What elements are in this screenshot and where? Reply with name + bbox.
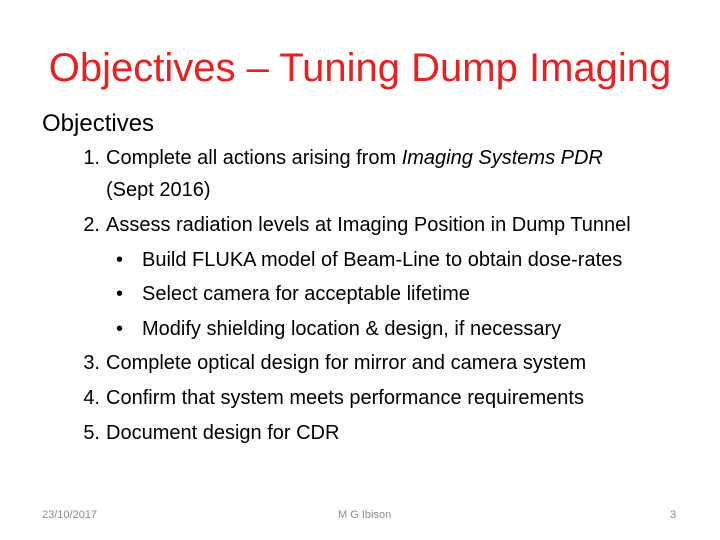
slide-heading: Objectives xyxy=(42,110,155,137)
bullet-icon: • xyxy=(116,249,124,271)
list-item-text: Confirm that system meets performance requirements xyxy=(106,387,584,409)
list-number: 3. xyxy=(83,352,100,374)
list-number: 2. xyxy=(83,214,100,236)
sub-list-item-text: Build FLUKA model of Beam-Line to obtain dose-rates xyxy=(142,249,623,271)
bullet-icon: • xyxy=(116,318,124,340)
footer-date: 23/10/2017 xyxy=(42,509,98,521)
slide-title: Objectives – Tuning Dump Imaging xyxy=(48,46,672,90)
footer-page-number: 3 xyxy=(670,509,677,521)
list-item-text: Complete optical design for mirror and camera system xyxy=(106,352,587,374)
list-item-text: (Sept 2016) xyxy=(106,179,211,201)
sub-list-item-text: Modify shielding location & design, if necessary xyxy=(142,318,562,340)
list-number: 4. xyxy=(83,387,100,409)
list-item-text: Document design for CDR xyxy=(106,422,340,444)
list-item-text: Assess radiation levels at Imaging Position in Dump Tunnel xyxy=(106,214,631,236)
list-number: 5. xyxy=(83,422,100,444)
list-number: 1. xyxy=(83,147,100,169)
sub-list-item-text: Select camera for acceptable lifetime xyxy=(142,283,470,305)
list-item-italic-text: Imaging Systems PDR xyxy=(401,147,603,169)
list-item-text: Complete all actions arising from xyxy=(106,147,402,169)
footer-author: M G Ibison xyxy=(338,509,392,521)
bullet-icon: • xyxy=(116,283,124,305)
